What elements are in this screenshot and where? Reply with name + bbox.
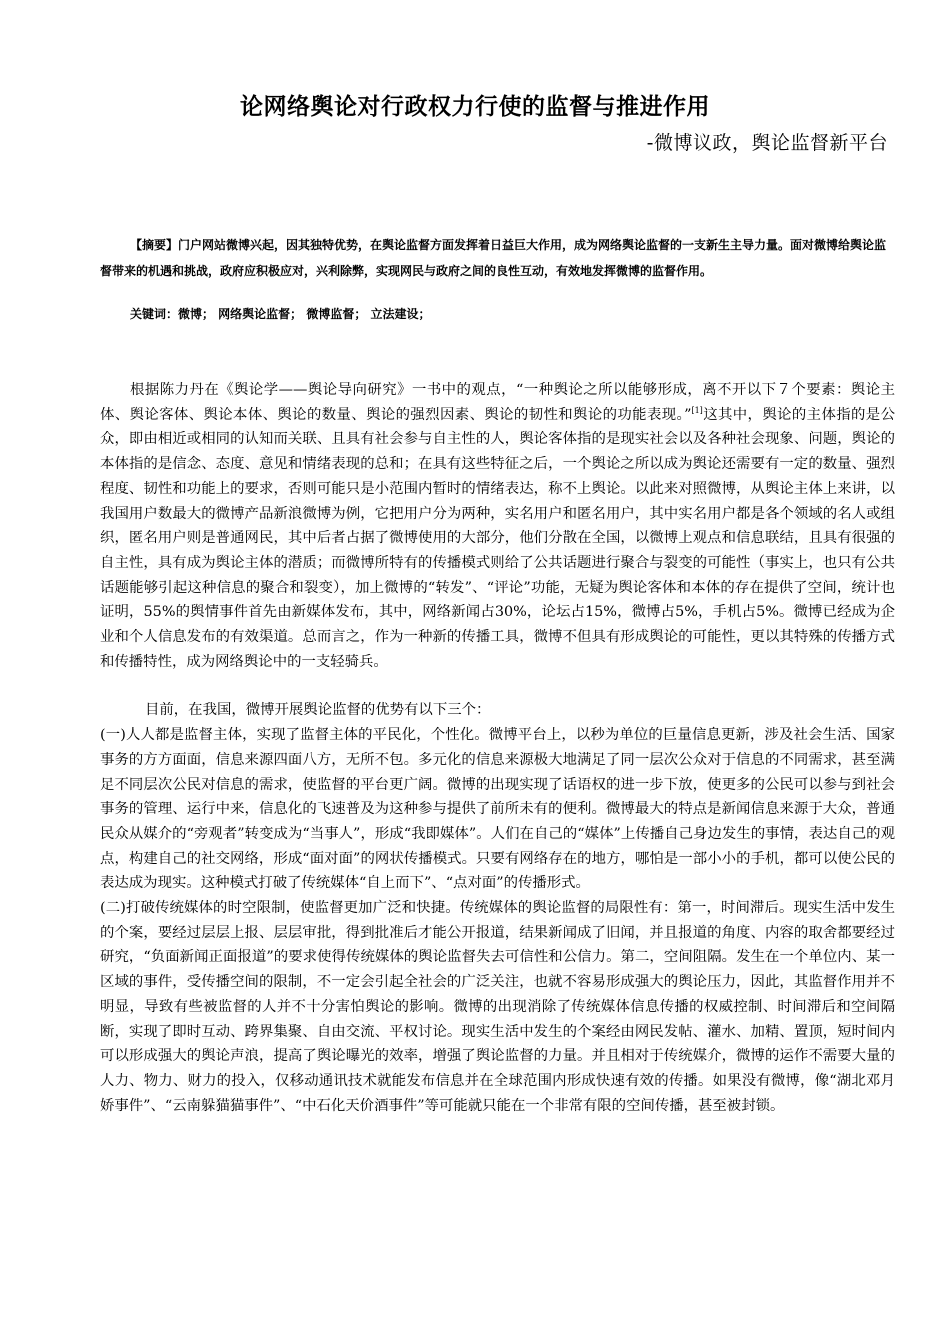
- abstract: [100, 232, 895, 284]
- abstract-label: 【摘要】: [130, 238, 179, 252]
- abstract-text: 门户网站微博兴起，因其独特优势，在舆论监督方面发挥着日益巨大作用，成为网络舆论监督的一支新生主导力量。面对微博给舆论监督带来的机遇和挑战，政府应积极应对，兴利除弊，实现网民与政府之间的良性互动，有效地发挥微博的监督作用。: [100, 238, 887, 278]
- paragraph-1-part-a: 根据陈力丹在《舆论学——舆论导向研究》一书中的观点，“一种舆论之所以能够形成，离不开以下７个要素：舆论主体、舆论客体、舆论本体、舆论的数量、舆论的强烈因素、舆论的韧性和舆论的功能表现。”: [100, 382, 895, 423]
- paragraph-1-part-b: 这其中，舆论的主体指的是公众，即由相近或相同的认知而关联、且具有社会参与自主性的人，舆论客体指的是现实社会以及各种社会现象、问题，舆论的本体指的是信念、态度、意见和情绪表现的总和；在具有这些特征之后，一个舆论之所以成为舆论还需要有一定的数量、强烈程度、韧性和功能上的要求，否则可能只是小范围内暂时的情绪表达，称不上舆论。以此来对照微博，从舆论主体上来讲，以我国用户数最大的微博产品新浪微博为例，它把用户分为两种，实名用户和匿名用户，其中实名用户都是各个领域的名人或组织，匿名用户则是普通网民，其中后者占据了微博使用的大部分，他们分散在全国，以微博上观点和信息联结，且具有很强的自主性，具有成为舆论主体的潜质；而微博所特有的传播模式则给了公共话题进行聚合与裂变的可能性（事实上，也只有公共话题能够引起这种信息的聚合和裂变），加上微博的“转发”、“评论”功能，无疑为舆论客体和本体的存在提供了空间，统计也证明，55%的舆情事件首先由新媒体发布，其中，网络新闻占30%，论坛占15%，微博占5%，手机占5%。微博已经成为企业和个人信息发布的有效渠道。总而言之，作为一种新的传播工具，微博不但具有形成舆论的可能性，更以其特殊的传播方式和传播特性，成为网络舆论中的一支轻骑兵。: [100, 406, 895, 670]
- document-title: 论网络舆论对行政权力行使的监督与推进作用: [240, 94, 710, 120]
- paragraph-3: (一)人人都是监督主体，实现了监督主体的平民化，个性化。微博平台上，以秒为单位的巨量信息更新，涉及社会生活、国家事务的方方面面，信息来源四面八方，无所不包。多元化的信息来源极大地满足了同一层次公众对于信息的不同需求，甚至满足不同层次公民对信息的需求，使监督的平台更广阔。微博的出现实现了话语权的进一步下放，使更多的公民可以参与到社会事务的管理、运行中来，信息化的飞速普及为这种参与提供了前所未有的便利。微博最大的特点是新闻信息来源于大众，普通民众从媒介的“旁观者”转变成为“当事人”，形成“我即媒体”。人们在自己的“媒体”上传播自己身边发生的事情，表达自己的观点，构建自己的社交网络，形成“面对面”的网状传播模式。只要有网络存在的地方，哪怕是一部小小的手机，都可以使公民的表达成为现实。这种模式打破了传统媒体“自上而下”、“点对面”的传播形式。: [100, 727, 895, 892]
- keywords: 关键词：微博； 网络舆论监督； 微博监督； 立法建设；: [130, 307, 431, 321]
- document-subtitle: -微博议政，舆论监督新平台: [646, 132, 888, 154]
- body-text: [100, 378, 895, 1118]
- citation-ref: [1]: [691, 405, 703, 415]
- paragraph-1: [100, 378, 895, 674]
- paragraph-2: 目前，在我国，微博开展舆论监督的优势有以下三个：: [145, 702, 491, 719]
- paragraph-4: (二)打破传统媒体的时空限制，使监督更加广泛和快捷。传统媒体的舆论监督的局限性有：第一，时间滞后。现实生活中发生的个案，要经过层层上报、层层审批，得到批准后才能公开报道，结果新闻成了旧闻，并且报道的角度、内容的取舍都要经过研究，“负面新闻正面报道”的要求使得传统媒体的舆论监督失去可信性和公信力。第二，空间阻隔。发生在一个单位内、某一区域的事件，受传播空间的限制，不一定会引起全社会的广泛关注，也就不容易形成强大的舆论压力，因此，其监督作用并不明显，导致有些被监督的人并不十分害怕舆论的影响。微博的出现消除了传统媒体信息传播的权威控制、时间滞后和空间隔断，实现了即时互动、跨界集聚、自由交流、平权讨论。现实生活中发生的个案经由网民发帖、灌水、加精、置顶，短时间内可以形成强大的舆论声浪，提高了舆论曝光的效率，增强了舆论监督的力量。并且相对于传统媒介，微博的运作不需要大量的人力、物力、财力的投入，仅移动通讯技术就能发布信息并在全球范围内形成快速有效的传播。如果没有微博，像“湖北邓月娇事件”、“云南躲猫猫事件”、“中石化天价酒事件”等可能就只能在一个非常有限的空间传播，甚至被封锁。: [100, 900, 895, 1114]
